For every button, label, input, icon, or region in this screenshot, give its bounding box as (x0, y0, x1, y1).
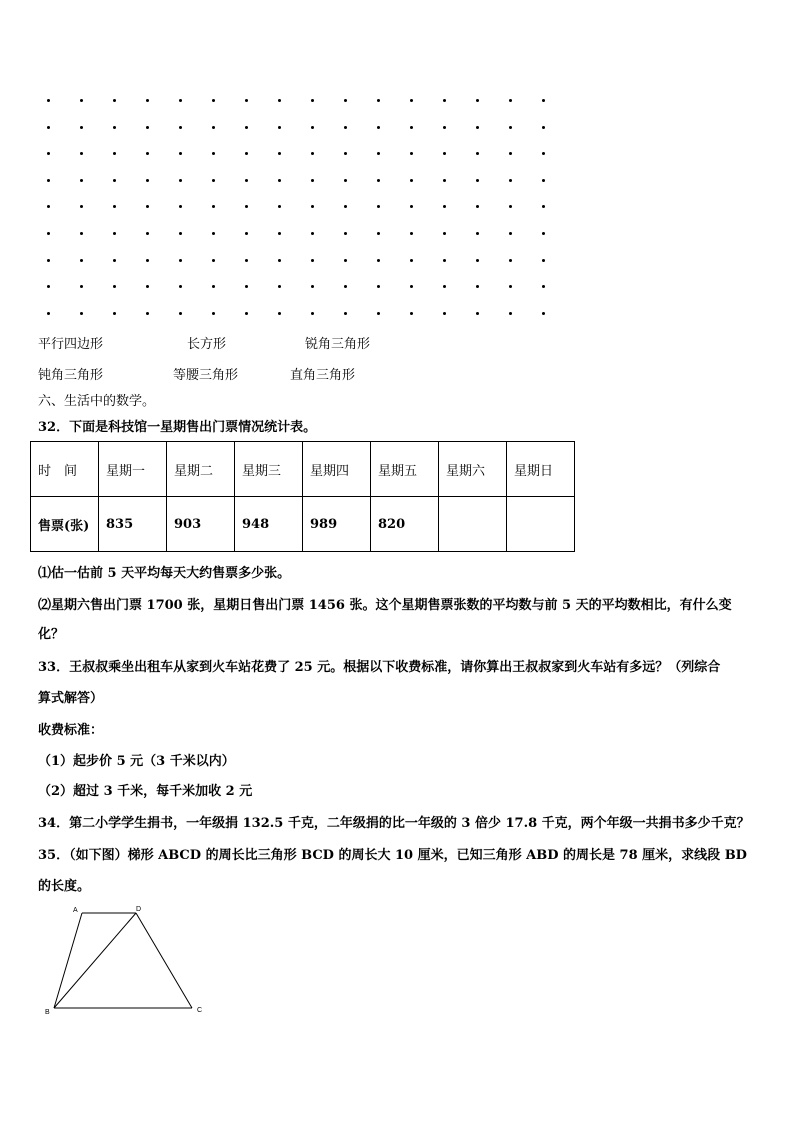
grid-dot (80, 179, 83, 182)
grid-dot (113, 205, 116, 208)
grid-dot (542, 205, 545, 208)
grid-dot (278, 126, 281, 129)
grid-dot (410, 179, 413, 182)
grid-dot (179, 99, 182, 102)
grid-dot (179, 179, 182, 182)
grid-dot (311, 205, 314, 208)
grid-dot (311, 312, 314, 315)
grid-dot (113, 179, 116, 182)
grid-dot (344, 126, 347, 129)
table-cell: 820 (371, 497, 439, 552)
label-acute-triangle: 锐角三角形 (305, 337, 371, 352)
grid-dot (443, 152, 446, 155)
grid-dot (278, 99, 281, 102)
grid-dot (113, 232, 116, 235)
grid-dot (47, 99, 50, 102)
grid-dot (410, 312, 413, 315)
grid-dot (47, 259, 50, 262)
ticket-table (30, 441, 575, 552)
header-cell: 星期三 (235, 442, 303, 497)
grid-dot (146, 126, 149, 129)
edge-dc (136, 913, 192, 1008)
table-row (31, 497, 575, 552)
grid-dot (179, 205, 182, 208)
label-rectangle: 长方形 (187, 337, 227, 352)
grid-dot (410, 285, 413, 288)
grid-dot (542, 179, 545, 182)
grid-dot (410, 232, 413, 235)
table-cell: 835 (99, 497, 167, 552)
grid-dot (542, 285, 545, 288)
header-cell: 星期五 (371, 442, 439, 497)
q33-rule2: （2）超过 3 千米，每千米加收 2 元 (38, 784, 253, 799)
grid-dot (476, 152, 479, 155)
grid-dot (443, 205, 446, 208)
grid-dot (212, 99, 215, 102)
q35-line1: 35．（如下图）梯形 ABCD 的周长比三角形 BCD 的周长大 10 厘米，已知三角形 ABD 的周长是 78 厘米，求线段 BD (38, 848, 747, 863)
grid-dot (542, 99, 545, 102)
grid-dot (509, 285, 512, 288)
grid-dot (113, 152, 116, 155)
table-cell (439, 497, 507, 552)
header-cell: 星期六 (439, 442, 507, 497)
grid-dot (377, 99, 380, 102)
grid-dot (245, 285, 248, 288)
grid-dot (47, 152, 50, 155)
grid-dot (311, 259, 314, 262)
grid-dot (212, 232, 215, 235)
grid-dot (278, 152, 281, 155)
grid-dot (476, 205, 479, 208)
q32-sub1: ⑴估一估前 5 天平均每天大约售票多少张。 (38, 566, 291, 581)
grid-dot (47, 285, 50, 288)
vertex-label-b: B (45, 1009, 50, 1016)
grid-dot (344, 285, 347, 288)
grid-dot (245, 259, 248, 262)
grid-dot (443, 312, 446, 315)
grid-dot (212, 179, 215, 182)
grid-dot (443, 99, 446, 102)
label-obtuse-triangle: 钝角三角形 (38, 368, 104, 383)
grid-dot (542, 312, 545, 315)
grid-dot (113, 285, 116, 288)
grid-dot (377, 259, 380, 262)
grid-dot (509, 126, 512, 129)
grid-dot (377, 312, 380, 315)
grid-dot (80, 99, 83, 102)
header-cell: 时 间 (31, 442, 99, 497)
q32-title: 32．下面是科技馆一星期售出门票情况统计表。 (38, 420, 317, 435)
grid-dot (476, 259, 479, 262)
edge-ab (54, 913, 82, 1008)
grid-dot (47, 312, 50, 315)
grid-dot (212, 152, 215, 155)
grid-dot (245, 312, 248, 315)
grid-dot (146, 179, 149, 182)
grid-dot (410, 126, 413, 129)
grid-dot (542, 126, 545, 129)
grid-dot (212, 205, 215, 208)
grid-dot (113, 126, 116, 129)
grid-dot (509, 205, 512, 208)
table-cell (507, 497, 575, 552)
grid-dot (212, 285, 215, 288)
grid-dot (179, 259, 182, 262)
grid-dot (542, 232, 545, 235)
table-header-row (31, 442, 575, 497)
grid-dot (47, 126, 50, 129)
grid-dot (80, 312, 83, 315)
grid-dot (146, 259, 149, 262)
grid-dot (179, 232, 182, 235)
q33-line1: 33．王叔叔乘坐出租车从家到火车站花费了 25 元。根据以下收费标准，请你算出王叔叔家到火车站有多远？（列综合 (38, 660, 721, 675)
grid-dot (146, 285, 149, 288)
grid-dot (278, 179, 281, 182)
grid-dot (179, 126, 182, 129)
grid-dot (377, 285, 380, 288)
edge-bd (54, 913, 136, 1008)
q35-line2: 的长度。 (38, 879, 91, 894)
grid-dot (443, 232, 446, 235)
grid-dot (377, 205, 380, 208)
grid-dot (410, 205, 413, 208)
grid-dot (80, 232, 83, 235)
table-cell: 948 (235, 497, 303, 552)
grid-dot (344, 259, 347, 262)
grid-dot (245, 179, 248, 182)
grid-dot (278, 259, 281, 262)
grid-dot (80, 285, 83, 288)
grid-dot (113, 99, 116, 102)
grid-dot (113, 259, 116, 262)
grid-dot (278, 205, 281, 208)
grid-dot (542, 152, 545, 155)
grid-dot (344, 99, 347, 102)
table-cell: 989 (303, 497, 371, 552)
grid-dot (377, 126, 380, 129)
grid-dot (80, 126, 83, 129)
grid-dot (509, 152, 512, 155)
grid-dot (80, 259, 83, 262)
grid-dot (278, 285, 281, 288)
grid-dot (311, 285, 314, 288)
grid-dot (476, 179, 479, 182)
grid-dot (311, 152, 314, 155)
grid-dot (443, 259, 446, 262)
grid-dot (443, 126, 446, 129)
grid-dot (245, 99, 248, 102)
section-title: 六、生活中的数学。 (38, 394, 156, 409)
label-right-triangle: 直角三角形 (290, 368, 356, 383)
grid-dot (344, 232, 347, 235)
q33-line2: 算式解答） (38, 691, 104, 706)
grid-dot (278, 232, 281, 235)
grid-dot (509, 312, 512, 315)
grid-dot (476, 285, 479, 288)
grid-dot (509, 99, 512, 102)
grid-dot (146, 312, 149, 315)
grid-dot (443, 285, 446, 288)
grid-dot (146, 205, 149, 208)
grid-dot (476, 126, 479, 129)
grid-dot (542, 259, 545, 262)
grid-dot (410, 152, 413, 155)
grid-dot (476, 312, 479, 315)
header-cell: 星期一 (99, 442, 167, 497)
header-cell: 星期四 (303, 442, 371, 497)
q33-standard-label: 收费标准： (38, 723, 104, 738)
grid-dot (179, 312, 182, 315)
q34-text: 34．第二小学学生捐书，一年级捐 132.5 千克，二年级捐的比一年级的 3 倍少 17.8 千克，两个年级一共捐书多少千克？ (38, 816, 750, 831)
grid-dot (476, 232, 479, 235)
grid-dot (80, 152, 83, 155)
vertex-label-a: A (73, 907, 78, 914)
grid-dot (410, 99, 413, 102)
grid-dot (47, 232, 50, 235)
grid-dot (245, 232, 248, 235)
grid-dot (377, 179, 380, 182)
grid-dot (311, 232, 314, 235)
grid-dot (344, 205, 347, 208)
grid-dot (146, 152, 149, 155)
vertex-label-c: C (197, 1007, 203, 1014)
grid-dot (80, 205, 83, 208)
grid-dot (377, 152, 380, 155)
grid-dot (410, 259, 413, 262)
grid-dot (311, 99, 314, 102)
row-label: 售票(张) (31, 497, 99, 552)
trapezoid-figure (40, 900, 220, 1020)
grid-dot (443, 179, 446, 182)
grid-dot (377, 232, 380, 235)
header-cell: 星期二 (167, 442, 235, 497)
grid-dot (179, 152, 182, 155)
grid-dot (344, 179, 347, 182)
grid-dot (509, 179, 512, 182)
grid-dot (245, 126, 248, 129)
label-isosceles-triangle: 等腰三角形 (173, 368, 239, 383)
label-parallelogram: 平行四边形 (38, 337, 104, 352)
grid-dot (344, 312, 347, 315)
grid-dot (344, 152, 347, 155)
grid-dot (212, 259, 215, 262)
grid-dot (47, 179, 50, 182)
q32-sub2-line2: 化？ (38, 627, 65, 642)
grid-dot (278, 312, 281, 315)
grid-dot (476, 99, 479, 102)
grid-dot (245, 152, 248, 155)
grid-dot (113, 312, 116, 315)
grid-dot (311, 126, 314, 129)
q32-sub2-line1: ⑵星期六售出门票 1700 张，星期日售出门票 1456 张。这个星期售票张数的平均数与前 5 天的平均数相比，有什么变 (38, 598, 732, 613)
grid-dot (179, 285, 182, 288)
header-cell: 星期日 (507, 442, 575, 497)
grid-dot (146, 99, 149, 102)
vertex-label-d: D (136, 906, 142, 913)
grid-dot (212, 126, 215, 129)
grid-dot (509, 259, 512, 262)
grid-dot (47, 205, 50, 208)
grid-dot (245, 205, 248, 208)
q33-rule1: （1）起步价 5 元（3 千米以内） (38, 754, 235, 769)
grid-dot (311, 179, 314, 182)
grid-dot (212, 312, 215, 315)
grid-dot (146, 232, 149, 235)
grid-dot (509, 232, 512, 235)
table-cell: 903 (167, 497, 235, 552)
